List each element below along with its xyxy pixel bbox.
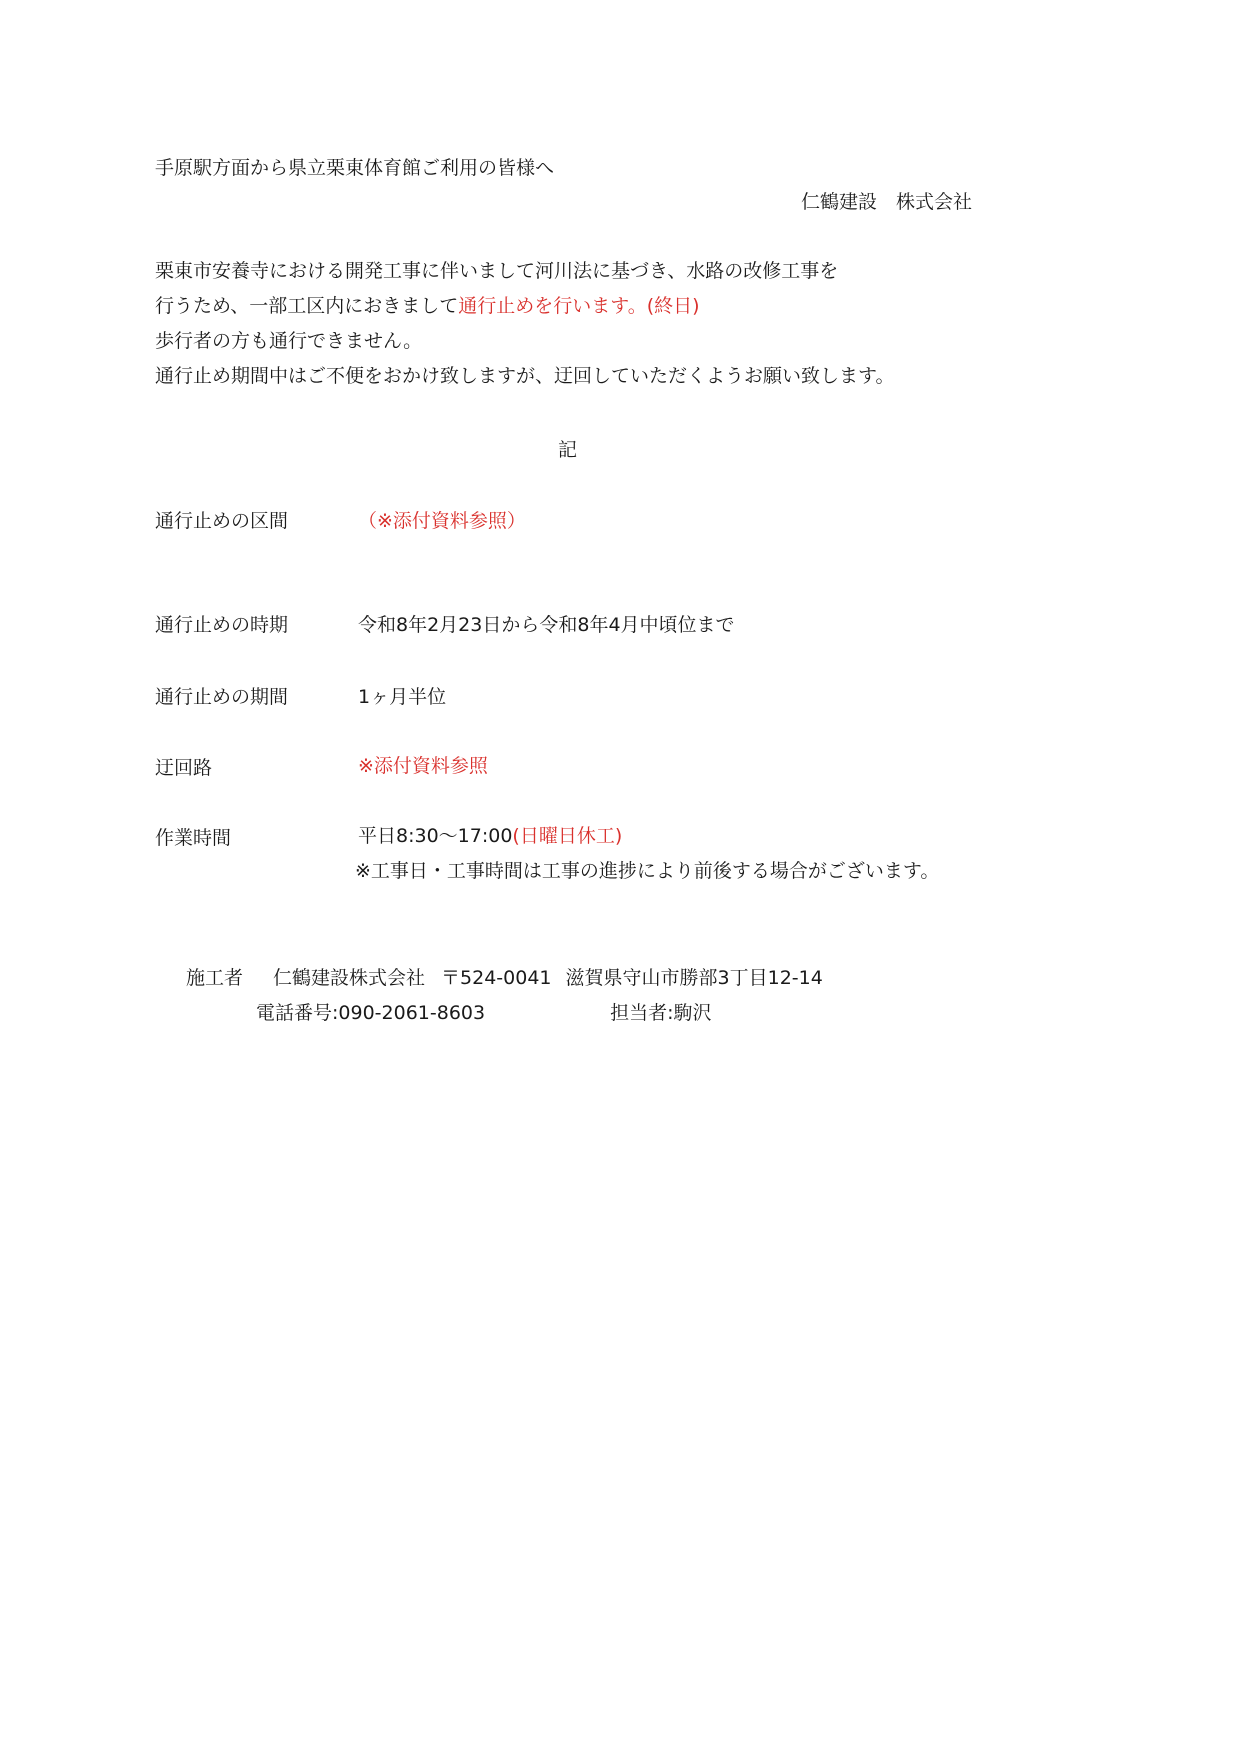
detour-value: ※添付資料参照 [358,755,488,777]
duration-label: 通行止めの期間 [155,686,289,708]
hours-note: (日曜日休工) [512,825,623,847]
section-value: （※添付資料参照） [358,510,526,532]
contractor-address: 滋賀県守山市勝部3丁目12-14 [565,967,823,989]
contractor-company: 仁鶴建設株式会社 [273,967,426,989]
ki-heading: 記 [558,439,578,461]
body-line-2 [155,297,700,316]
body-line-2-prefix: 行うため、一部工区内におきまして [155,295,459,317]
hours-caveat: ※工事日・工事時間は工事の進捗により前後する場合がございます。 [355,860,940,882]
section-label: 通行止めの区間 [155,510,289,532]
body-line-1: 栗東市安養寺における開発工事に伴いまして河川法に基づき、水路の改修工事を [155,260,839,282]
contractor-postal: 〒524-0041 [441,967,552,989]
sender-company: 仁鶴建設 株式会社 [801,191,973,213]
body-line-3: 歩行者の方も通行できません。 [155,330,423,352]
detour-label: 迂回路 [155,757,213,779]
road-closure-highlight: 通行止めを行います。(終日) [458,295,700,317]
contractor-label: 施工者 [186,967,244,989]
hours-value: 平日8:30～17:00 [358,825,513,847]
body-line-4: 通行止め期間中はご不便をおかけ致しますが、迂回していただくようお願い致します。 [155,365,895,387]
duration-value: 1ヶ月半位 [358,686,447,708]
addressee-line: 手原駅方面から県立栗東体育館ご利用の皆様へ [155,157,555,179]
hours-value-row [358,827,622,846]
timing-value: 令和8年2月23日から令和8年4月中頃位まで [358,614,735,636]
notice-body [155,262,955,402]
contractor-person: 担当者:駒沢 [610,1002,712,1024]
contact-row [256,1004,712,1023]
hours-label: 作業時間 [155,827,232,849]
contractor-row [186,969,823,988]
contractor-phone: 電話番号:090-2061-8603 [256,1002,486,1024]
timing-label: 通行止めの時期 [155,614,289,636]
